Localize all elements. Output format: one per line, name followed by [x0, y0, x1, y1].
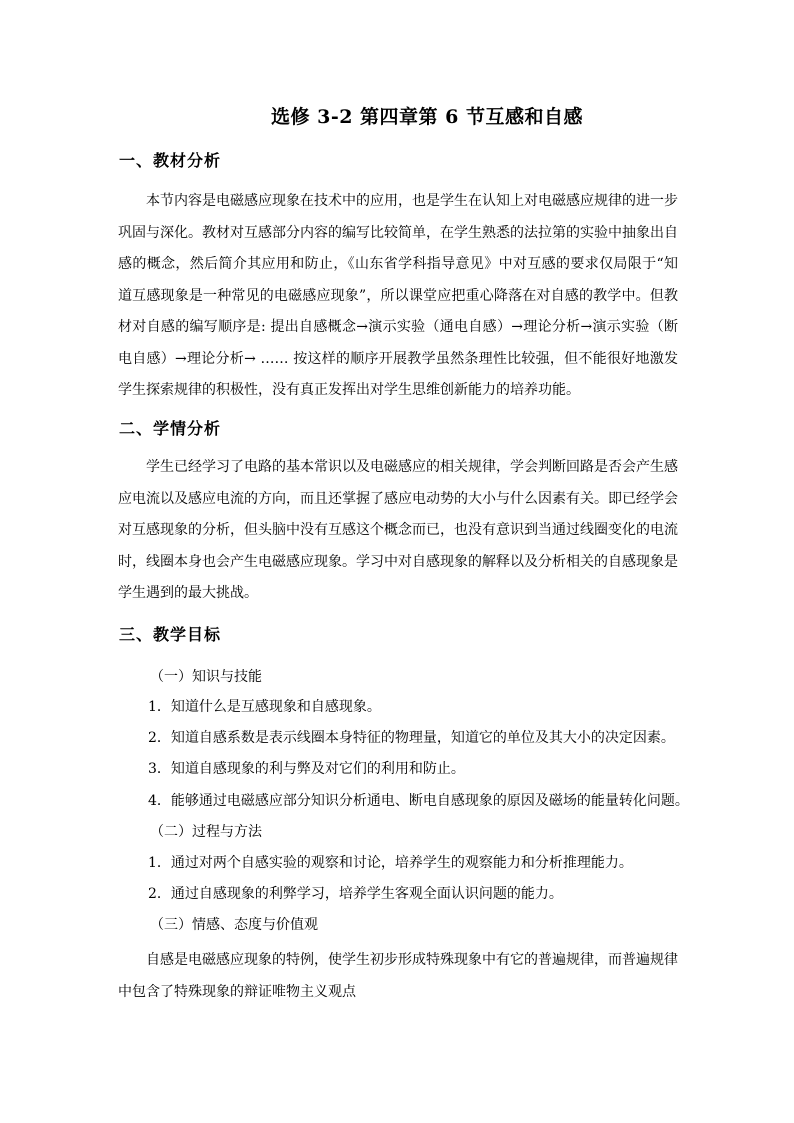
- list-item: 4．能够通过电磁感应部分知识分析通电、断电自感现象的原因及磁场的能量转化问题。: [148, 793, 689, 809]
- document-title: 选修 3-2 第四章第 6 节互感和自感: [270, 106, 583, 128]
- section-paragraph-student-analysis: 学生已经学习了电路的基本常识以及电磁感应的相关规律，学会判断回路是否会产生感应电流以及感应电流的方向，而且还掌握了感应电动势的大小与什么因素有关。即已经学会对互感现象的分析，但头脑中没有互感这个概念而已，也没有意识到当通过线圈变化的电流时，线圈本身也会产生电磁感应现象。学习中对自感现象的解释以及分析相关的自感现象是学生遇到的最大挑战。: [118, 459, 678, 601]
- subheading-knowledge-skills: （一）知识与技能: [150, 669, 262, 685]
- section-paragraph-textbook-analysis: 本节内容是电磁感应现象在技术中的应用，也是学生在认知上对电磁感应规律的进一步巩固与深化。教材对互感部分内容的编写比较简单，在学生熟悉的法拉第的实验中抽象出自感的概念，然后简介其应用和防止，《山东省学科指导意见》中对互感的要求仅局限于“知道互感现象是一种常见的电磁感应现象”，所以课堂应把重心降落在对自感的教学中。但教材对自感的编写顺序是: 提出自感概念→演示实验（通电自感）→理论分析→演示实验（断电自感）→理论分析→ …… 按这样的顺序开展教学虽然条理性比较强，但不能很好地激发学生探索规律的积极性，没有真正发挥出对学生思维创新能力的培养功能。: [118, 193, 678, 398]
- section-heading-teaching-goals: 三、教学目标: [119, 625, 222, 644]
- section-heading-textbook-analysis: 一、教材分析: [119, 151, 222, 170]
- section-heading-student-analysis: 二、学情分析: [119, 419, 222, 438]
- list-item: 2．通过自感现象的利弊学习，培养学生客观全面认识问题的能力。: [148, 886, 563, 902]
- subheading-process-method: （二）过程与方法: [150, 824, 262, 840]
- list-item: 1．通过对两个自感实验的观察和讨论，培养学生的观察能力和分析推理能力。: [148, 855, 633, 871]
- subheading-emotion-values: （三）情感、态度与价值观: [150, 917, 318, 933]
- list-item: 3．知道自感现象的利与弊及对它们的利用和防止。: [148, 761, 465, 777]
- list-item: 2．知道自感系数是表示线圈本身特征的物理量，知道它的单位及其大小的决定因素。: [148, 730, 675, 746]
- section-paragraph-emotion-values: 自感是电磁感应现象的特例，使学生初步形成特殊现象中有它的普遍规律，而普遍规律中包含了特殊现象的辩证唯物主义观点: [118, 952, 678, 1000]
- list-item: 1．知道什么是互感现象和自感现象。: [148, 699, 381, 715]
